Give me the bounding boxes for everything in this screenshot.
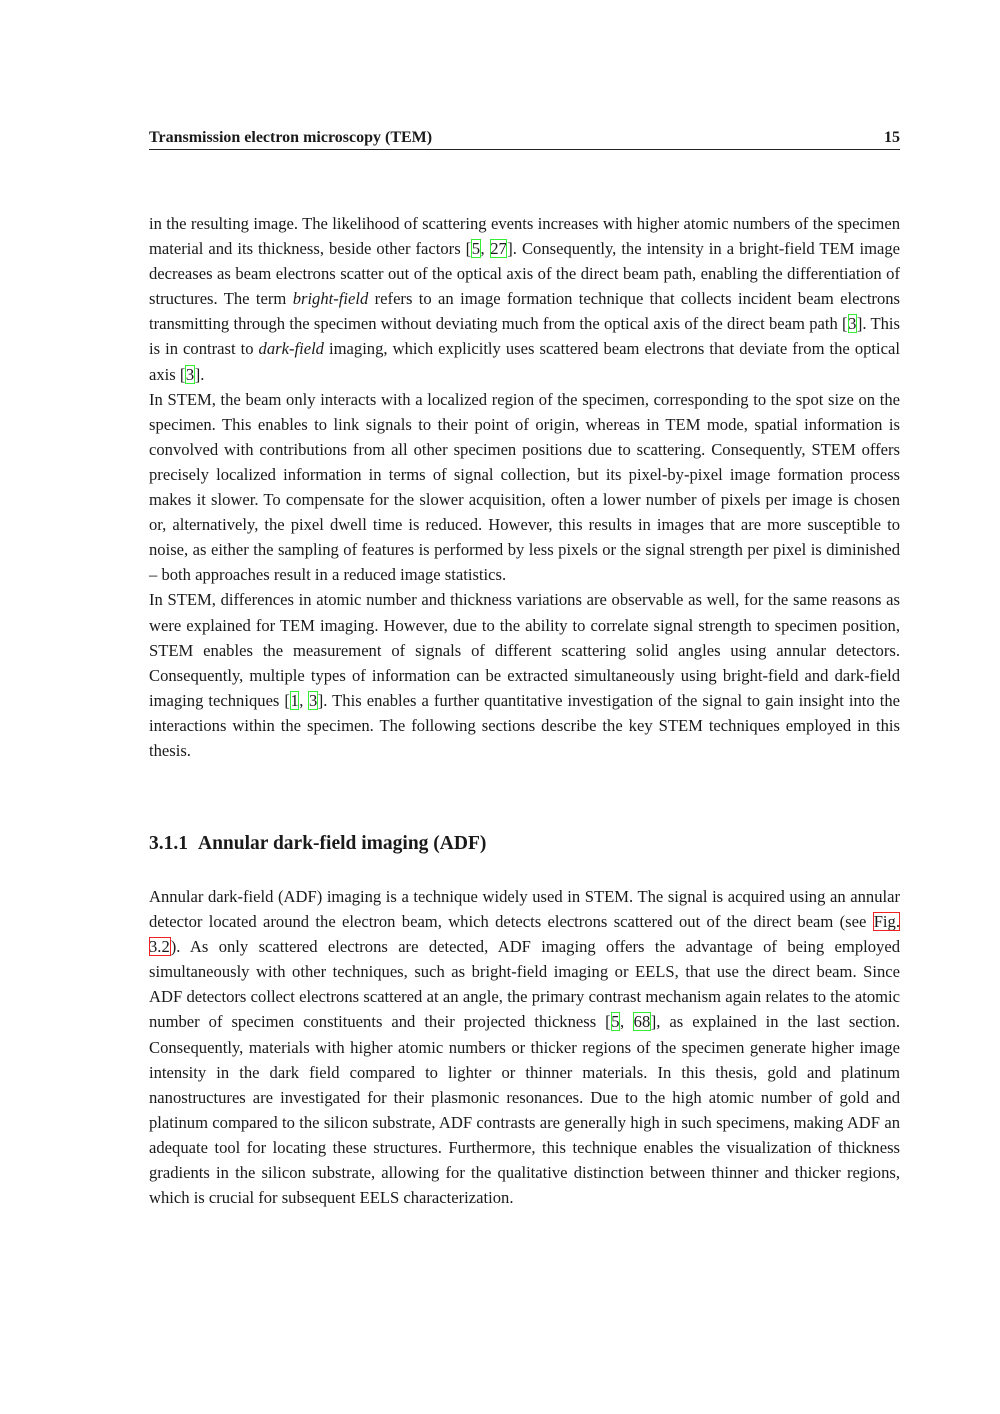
text-run: ,	[620, 1012, 634, 1032]
citation-link[interactable]: 3	[308, 690, 318, 710]
paragraph-1	[149, 211, 900, 387]
text-run: ], as explained in the last section. Consequently, materials with higher atomic numbers or thicker regions of the specimen generate higher image intensity in the dark field compared to lighter or thinner materials. In this thesis, gold and platinum nanostructures are investigated for their plasmonic resonances. Due to the high atomic number of gold and platinum compared to the silicon substrate, ADF contrasts are generally high in such specimens, making ADF an adequate tool for locating these structures. Furthermore, this technique enables the visualization of thickness gradients in the silicon substrate, allowing for the qualitative distinction between thinner and thicker regions, which is crucial for subsequent EELS characterization.	[149, 1012, 901, 1208]
text-run: refers to an image formation technique that collects incident beam electrons transmitting through the specimen without deviating much from the optical axis of the direct beam path [	[149, 289, 901, 334]
citation-link[interactable]: 68	[633, 1012, 651, 1032]
chapter-title: Transmission electron microscopy (TEM)	[149, 129, 433, 146]
text-run: imaging, which explicitly uses scattered beam electrons that deviate from the optical axis [	[149, 339, 900, 384]
text-run: ]. This is in contrast to	[149, 314, 900, 359]
paragraph-4	[149, 884, 900, 1210]
emphasis-term: dark-field	[258, 339, 324, 359]
paragraph-2: In STEM, the beam only interacts with a localized region of the specimen, corresponding to the spot size on the specimen. This enables to link signals to their point of origin, whereas in TEM mode, spatial information is convolved with contributions from all other specimen positions due to scattering. Consequently, STEM offers precisely localized information in terms of signal collection, but its pixel-by-pixel image formation process makes it slower. To compensate for the slower acquisition, often a lower number of pixels per image is chosen or, alternatively, the pixel dwell time is reduced. However, this results in images that are more susceptible to noise, as either the sampling of features is performed by less pixels or the signal strength per pixel is diminished – both approaches result in a reduced image statistics.	[149, 389, 900, 585]
text-run: ].	[194, 364, 205, 384]
citation-link[interactable]: 1	[290, 690, 299, 710]
text-run: ]. This enables a further quantitative investigation of the signal to gain insight into the interactions within the specimen. The following sections describe the key STEM techniques employed in this thesis.	[149, 690, 900, 760]
text-run: ]. Consequently, the intensity in a bright-field TEM image decreases as beam electrons scatter out of the optical axis of the direct beam path, enabling the differentiation of structures. The term	[149, 239, 900, 309]
section-title: Annular dark-field imaging (ADF)	[198, 833, 487, 854]
citation-link[interactable]: 3	[185, 364, 195, 384]
text-run: ,	[480, 239, 490, 259]
figure-reference-link[interactable]: Fig. 3.2	[149, 912, 900, 957]
text-run: in the resulting image. The likelihood of scattering events increases with higher atomic numbers of the specimen material and its thickness, beside other factors [	[149, 214, 900, 259]
text-run: Annular dark-field (ADF) imaging is a technique widely used in STEM. The signal is acquired using an annular detector located around the electron beam, which detects electrons scattered out of the direct beam (see	[149, 887, 900, 932]
citation-link[interactable]: 5	[471, 239, 481, 259]
text-run: ,	[299, 690, 309, 710]
citation-link[interactable]: 3	[848, 314, 857, 334]
text-run: ). As only scattered electrons are detected, ADF imaging offers the advantage of being employed simultaneously with other techniques, such as bright-field imaging or EELS, that use the direct beam. Since ADF detectors collect electrons scattered at an angle, the primary contrast mechanism again relates to the atomic number of specimen constituents and their projected thickness [	[149, 937, 900, 1032]
section-number: 3.1.1	[149, 833, 188, 854]
running-header	[149, 127, 900, 150]
paragraph-3	[149, 587, 900, 763]
section-body	[149, 884, 900, 1210]
page-number: 15	[884, 129, 900, 146]
text-run: In STEM, differences in atomic number and thickness variations are observable as well, for the same reasons as were explained for TEM imaging. However, due to the ability to correlate signal strength to specimen position, STEM enables the measurement of signals of different scattering solid angles using annular detectors. Consequently, multiple types of information can be extracted simultaneously using bright-field and dark-field imaging techniques [	[149, 590, 900, 710]
emphasis-term: bright-field	[292, 289, 369, 309]
body-text	[149, 211, 900, 763]
citation-link[interactable]: 5	[611, 1012, 620, 1032]
section-heading	[149, 830, 486, 858]
citation-link[interactable]: 27	[490, 239, 507, 259]
